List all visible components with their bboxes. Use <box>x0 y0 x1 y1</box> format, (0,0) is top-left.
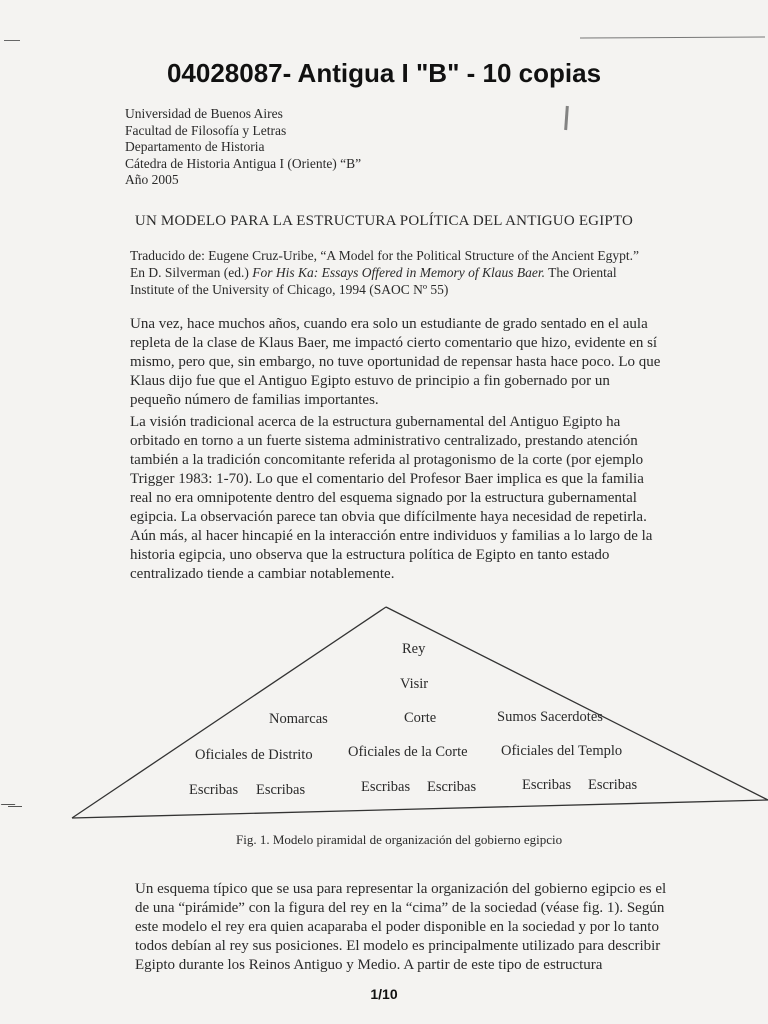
translation-line: Traducido de: Eugene Cruz-Uribe, “A Model for the Political Structure of the Ancient Egypt.” <box>130 248 639 263</box>
pyramid-label-escribas: Escribas <box>588 777 638 793</box>
paragraph-line: centralizado tiende a cambiar notablemente. <box>130 566 395 582</box>
pyramid-label-oficiales-corte: Oficiales de la Corte <box>348 744 468 760</box>
paragraph-line: historia egipcia, uno observa que la estructura política de Egipto en tanto estado <box>130 547 610 563</box>
translation-line: Institute of the University of Chicago, 1994 (SAOC Nº 55) <box>130 282 449 297</box>
paragraph-line: La visión tradicional acerca de la estructura gubernamental del Antiguo Egipto ha <box>130 414 621 430</box>
pyramid-label-escribas: Escribas <box>189 782 239 798</box>
pyramid-label-escribas: Escribas <box>427 779 477 795</box>
book-title: For His Ka: Essays Offered in Memory of Klaus Baer. <box>252 265 545 280</box>
paragraph-line: Trigger 1983: 1-70). Lo que el comentario del Profesor Baer implica es que la familia <box>130 471 644 487</box>
paragraph-line: pequeño número de familias importantes. <box>130 392 379 408</box>
pyramid-label-visir: Visir <box>400 676 429 692</box>
pyramid-label-oficiales-templo: Oficiales del Templo <box>501 743 623 759</box>
translation-publisher: The Oriental <box>544 265 617 280</box>
paragraph-line: también a la tradición concomitante referida al protagonismo de la corte (por ejemplo <box>130 452 644 468</box>
pyramid-label-nomarcas: Nomarcas <box>269 711 328 727</box>
paragraph-line: Aún más, al hacer hincapié en la interacción entre individuos y familias a lo largo de la <box>130 528 653 544</box>
paragraph-line: orbitado en torno a un fuerte sistema administrativo centralizado, prestando atención <box>130 433 638 449</box>
paragraph-line: real no era omnipotente dentro del esquema signado por la estructura gubernamental <box>130 490 637 506</box>
figure-caption: Fig. 1. Modelo piramidal de organización del gobierno egipcio <box>236 832 563 847</box>
pyramid-label-oficiales-distrito: Oficiales de Distrito <box>195 747 313 763</box>
affiliation-line: Año 2005 <box>125 172 179 187</box>
paragraph-line: mismo, pero que, sin embargo, no tuve oportunidad de repensar hasta hace poco. Lo que <box>130 354 661 370</box>
pyramid-right-edge <box>386 607 768 800</box>
pyramid-label-sumos-sacerdotes: Sumos Sacerdotes <box>497 709 603 725</box>
paragraph-line: este modelo el rey era quien acaparaba el poder disponible en la sociedad y por lo tanto <box>135 919 659 935</box>
page-header-title: 04028087- Antigua I "B" - 10 copias <box>166 58 602 88</box>
pyramid-label-escribas: Escribas <box>256 782 306 798</box>
paragraph-line: Egipto durante los Reinos Antiguo y Medio. A partir de este tipo de estructura <box>135 957 603 973</box>
pyramid-label-escribas: Escribas <box>361 779 411 795</box>
affiliation-line: Facultad de Filosofía y Letras <box>125 122 287 138</box>
paragraph-3 <box>135 880 701 975</box>
paragraph-line: de una “pirámide” con la figura del rey en la “cima” de la sociedad (véase fig. 1). Según <box>135 900 665 916</box>
paragraph-line: egipcia. La observación parece tan obvia que difícilmente haya necesidad de repetirla. <box>130 509 647 525</box>
page-number: 1/10 <box>370 986 398 1002</box>
paragraph-line: todos debían al rey sus posiciones. El modelo es principalmente utilizado para describir <box>135 938 661 954</box>
affiliation-line: Cátedra de Historia Antigua I (Oriente) “B” <box>125 155 362 171</box>
translation-editor: En D. Silverman (ed.) <box>130 265 253 280</box>
pyramid-label-rey: Rey <box>402 641 426 657</box>
paragraph-line: Una vez, hace muchos años, cuando era solo un estudiante de grado sentado en el aula <box>130 316 648 332</box>
pyramid-base <box>72 800 768 818</box>
paragraph-line: repleta de la clase de Klaus Baer, me impactó cierto comentario que hizo, evidente en sí <box>130 335 658 351</box>
pyramid-label-corte: Corte <box>404 710 437 726</box>
paragraph-line: Klaus dijo fue que el Antiguo Egipto estuvo de principio a fin gobernado por un <box>130 373 610 389</box>
affiliation-line: Departamento de Historia <box>125 139 265 154</box>
document-title: UN MODELO PARA LA ESTRUCTURA POLÍTICA DEL ANTIGUO EGIPTO <box>134 213 634 229</box>
paragraph-line: Un esquema típico que se usa para representar la organización del gobierno egipcio es el <box>135 881 667 897</box>
affiliation-line: Universidad de Buenos Aires <box>125 106 283 121</box>
pyramid-label-escribas: Escribas <box>522 777 572 793</box>
